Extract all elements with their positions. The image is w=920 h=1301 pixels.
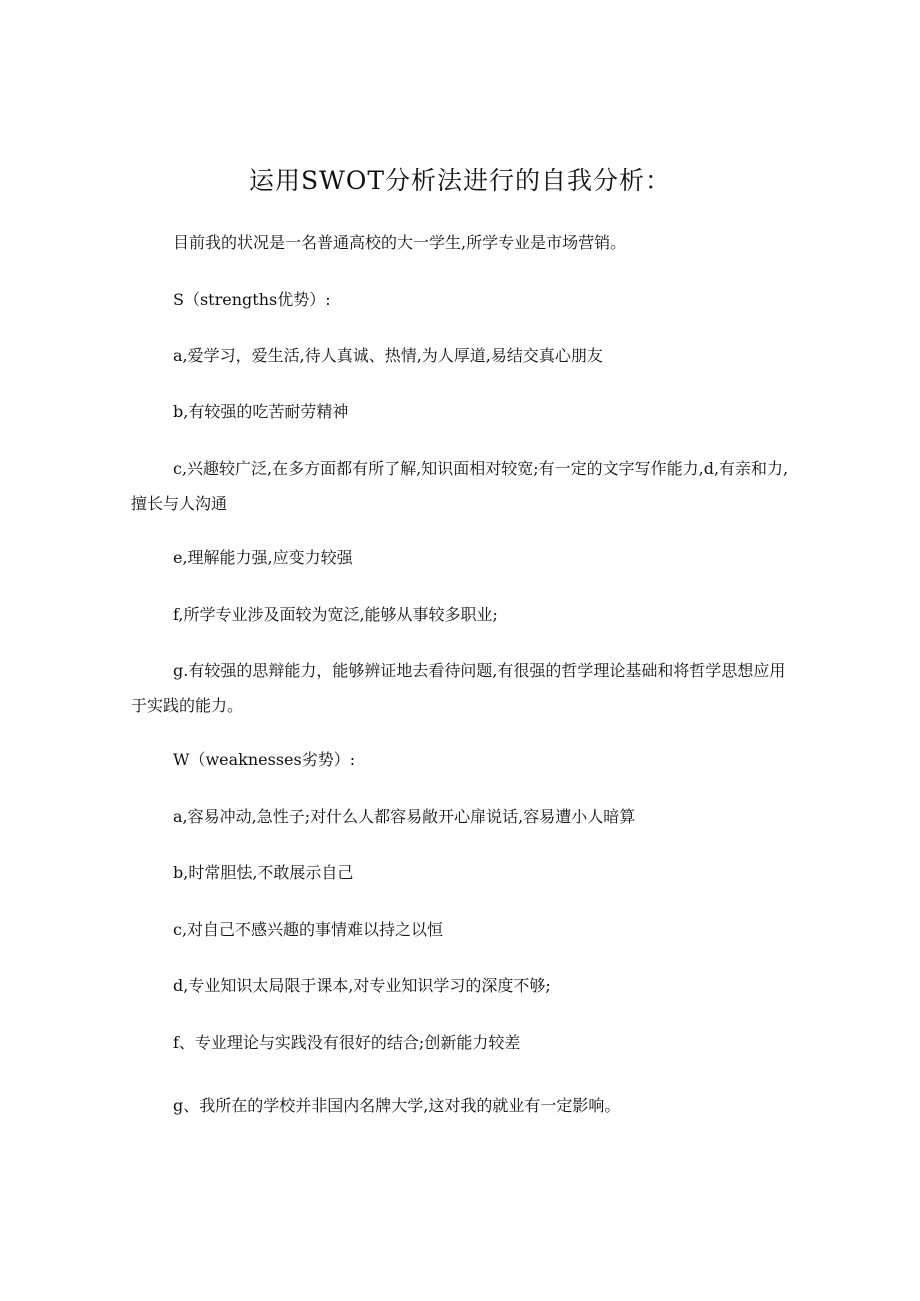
heading-strengths: S（strengths优势）: <box>173 290 331 309</box>
paragraph-current-status: 目前我的状况是一名普通高校的大一学生,所学专业是市场营销。 <box>173 233 627 252</box>
strength-item-f: f,所学专业涉及面较为宽泛,能够从事较多职业; <box>173 605 498 624</box>
weakness-item-b: b,时常胆怯,不敢展示自己 <box>173 863 354 882</box>
heading-weaknesses: W（weaknesses劣势）: <box>173 750 356 769</box>
strength-item-e: e,理解能力强,应变力较强 <box>173 548 353 567</box>
strength-item-c-d: c,兴趣较广泛,在多方面都有所了解,知识面相对较宽;有一定的文字写作能力,d,有亲和力,擅长与人沟通 <box>131 459 789 513</box>
weakness-item-g: g、我所在的学校并非国内名牌大学,这对我的就业有一定影响。 <box>173 1096 621 1115</box>
strength-item-g: g.有较强的思辩能力，能够辨证地去看待问题,有很强的哲学理论基础和将哲学思想应用于实践的能力。 <box>131 661 786 715</box>
weakness-item-a: a,容易冲动,急性子;对什么人都容易敞开心扉说话,容易遭小人暗算 <box>173 807 636 826</box>
weakness-item-d: d,专业知识太局限于课本,对专业知识学习的深度不够; <box>173 976 551 995</box>
strength-item-a: a,爱学习，爱生活,待人真诚、热情,为人厚道,易结交真心朋友 <box>173 346 603 365</box>
document-title: 运用SWOT分析法进行的自我分析： <box>249 166 671 195</box>
weakness-item-f: f、专业理论与实践没有很好的结合;创新能力较差 <box>173 1033 521 1052</box>
strength-item-b: b,有较强的吃苦耐劳精神 <box>173 402 349 421</box>
weakness-item-c: c,对自己不感兴趣的事情难以持之以恒 <box>173 920 444 939</box>
